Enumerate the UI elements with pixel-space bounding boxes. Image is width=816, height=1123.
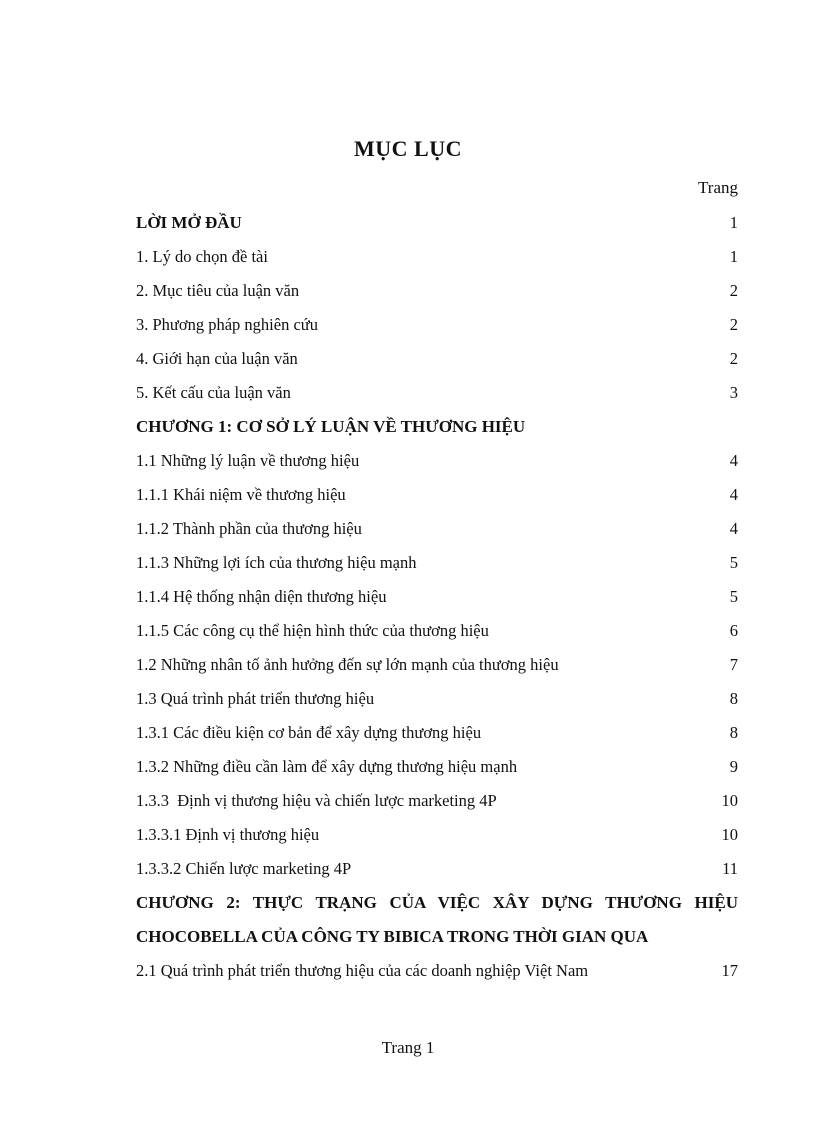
toc-entry[interactable] — [136, 682, 738, 716]
toc-entry-page: 10 — [721, 825, 738, 844]
toc-entry-page: 3 — [729, 383, 738, 402]
toc-entry-page: 8 — [729, 723, 738, 742]
toc-entry-text: 5. Kết cấu của luận văn — [136, 383, 291, 402]
toc-entry-text: 1.3.2 Những điều cần làm để xây dựng thương hiệu mạnh — [136, 757, 518, 776]
toc-entry[interactable] — [136, 444, 738, 478]
toc-entry-page: 11 — [722, 859, 738, 878]
toc-entry-text: CHƯƠNG 1: CƠ SỞ LÝ LUẬN VỀ THƯƠNG HIỆU — [136, 417, 526, 436]
toc-entry-page: 5 — [729, 587, 738, 606]
toc-entry[interactable] — [136, 512, 738, 546]
toc-entry-text: 1.3.3 Định vị thương hiệu và chiến lược marketing 4P — [136, 791, 497, 810]
toc-entry-page: 7 — [729, 655, 738, 674]
toc-entry[interactable] — [136, 376, 738, 410]
toc-entry[interactable] — [136, 954, 738, 988]
toc-entry-text: 3. Phương pháp nghiên cứu — [136, 315, 318, 334]
toc-entry-text: 1.1 Những lý luận về thương hiệu — [136, 451, 360, 470]
toc-entry-text: LỜI MỞ ĐẦU — [136, 213, 242, 232]
toc-entry-text: CHOCOBELLA CỦA CÔNG TY BIBICA TRONG THỜI GIAN QUA — [136, 927, 649, 946]
toc-entry-page: 2 — [729, 349, 738, 368]
toc-entry-text: 1.3.1 Các điều kiện cơ bản để xây dựng thương hiệu — [136, 723, 482, 742]
toc-entry[interactable] — [136, 818, 738, 852]
toc-entry-text: 1.1.5 Các công cụ thể hiện hình thức của thương hiệu — [136, 621, 489, 640]
toc-entry[interactable] — [136, 750, 738, 784]
toc-entry-page: 10 — [721, 791, 738, 810]
toc-entry-text: 1.2 Những nhân tố ảnh hưởng đến sự lớn mạnh của thương hiệu — [136, 655, 559, 674]
toc-chapter-heading-continued[interactable] — [136, 920, 738, 954]
toc-entry-text: CHƯƠNG 2: THỰC TRẠNG CỦA VIỆC XÂY DỰNG THƯƠNG HIỆU — [136, 893, 738, 912]
toc-entry-page: 4 — [729, 451, 738, 470]
toc-entry-text: 1.3.3.1 Định vị thương hiệu — [136, 825, 320, 844]
toc-entry[interactable] — [136, 716, 738, 750]
toc-chapter-heading[interactable] — [136, 410, 738, 444]
toc-entry-page: 2 — [729, 315, 738, 334]
toc-entry[interactable] — [136, 614, 738, 648]
toc-entry-text: 1.1.4 Hệ thống nhận diện thương hiệu — [136, 587, 387, 606]
toc-entry[interactable] — [136, 308, 738, 342]
toc-entry-page: 17 — [721, 961, 738, 980]
toc-entry[interactable] — [136, 648, 738, 682]
toc-entry-page: 2 — [729, 281, 738, 300]
toc-entry-text: 1.1.3 Những lợi ích của thương hiệu mạnh — [136, 553, 417, 572]
toc-entry-text: 2.1 Quá trình phát triển thương hiệu của các doanh nghiệp Việt Nam — [136, 961, 589, 980]
toc-entry-text: 1. Lý do chọn đề tài — [136, 247, 268, 266]
toc-entry-text: 1.1.1 Khái niệm về thương hiệu — [136, 485, 346, 504]
toc-entry-page: 8 — [729, 689, 738, 708]
toc-entry-text: 4. Giới hạn của luận văn — [136, 349, 298, 368]
toc-entry-page: 6 — [729, 621, 738, 640]
toc-entry-page: 5 — [729, 553, 738, 572]
toc-entry-page: 9 — [729, 757, 738, 776]
page-footer: Trang 1 — [381, 1038, 435, 1057]
page-title: MỤC LỤC — [354, 136, 462, 161]
toc-entry[interactable] — [136, 274, 738, 308]
toc-entry-page: 4 — [729, 485, 738, 504]
toc-entry-page: 1 — [729, 247, 738, 266]
toc-entry[interactable] — [136, 546, 738, 580]
toc-entry[interactable] — [136, 580, 738, 614]
toc-entry[interactable] — [136, 478, 738, 512]
table-of-contents — [136, 206, 738, 988]
toc-entry-text: 1.3 Quá trình phát triển thương hiệu — [136, 689, 375, 708]
toc-entry[interactable] — [136, 784, 738, 818]
toc-chapter-heading[interactable] — [136, 886, 738, 920]
toc-entry-text: 2. Mục tiêu của luận văn — [136, 281, 300, 300]
toc-entry-page: 4 — [729, 519, 738, 538]
toc-entry[interactable] — [136, 852, 738, 886]
toc-entry-text: 1.1.2 Thành phần của thương hiệu — [136, 519, 362, 538]
toc-entry[interactable] — [136, 342, 738, 376]
toc-entry-text: 1.3.3.2 Chiến lược marketing 4P — [136, 859, 352, 878]
toc-entry[interactable] — [136, 240, 738, 274]
page-column-label: Trang — [698, 178, 738, 197]
toc-entry-page: 1 — [729, 213, 738, 232]
toc-entry[interactable] — [136, 206, 738, 240]
